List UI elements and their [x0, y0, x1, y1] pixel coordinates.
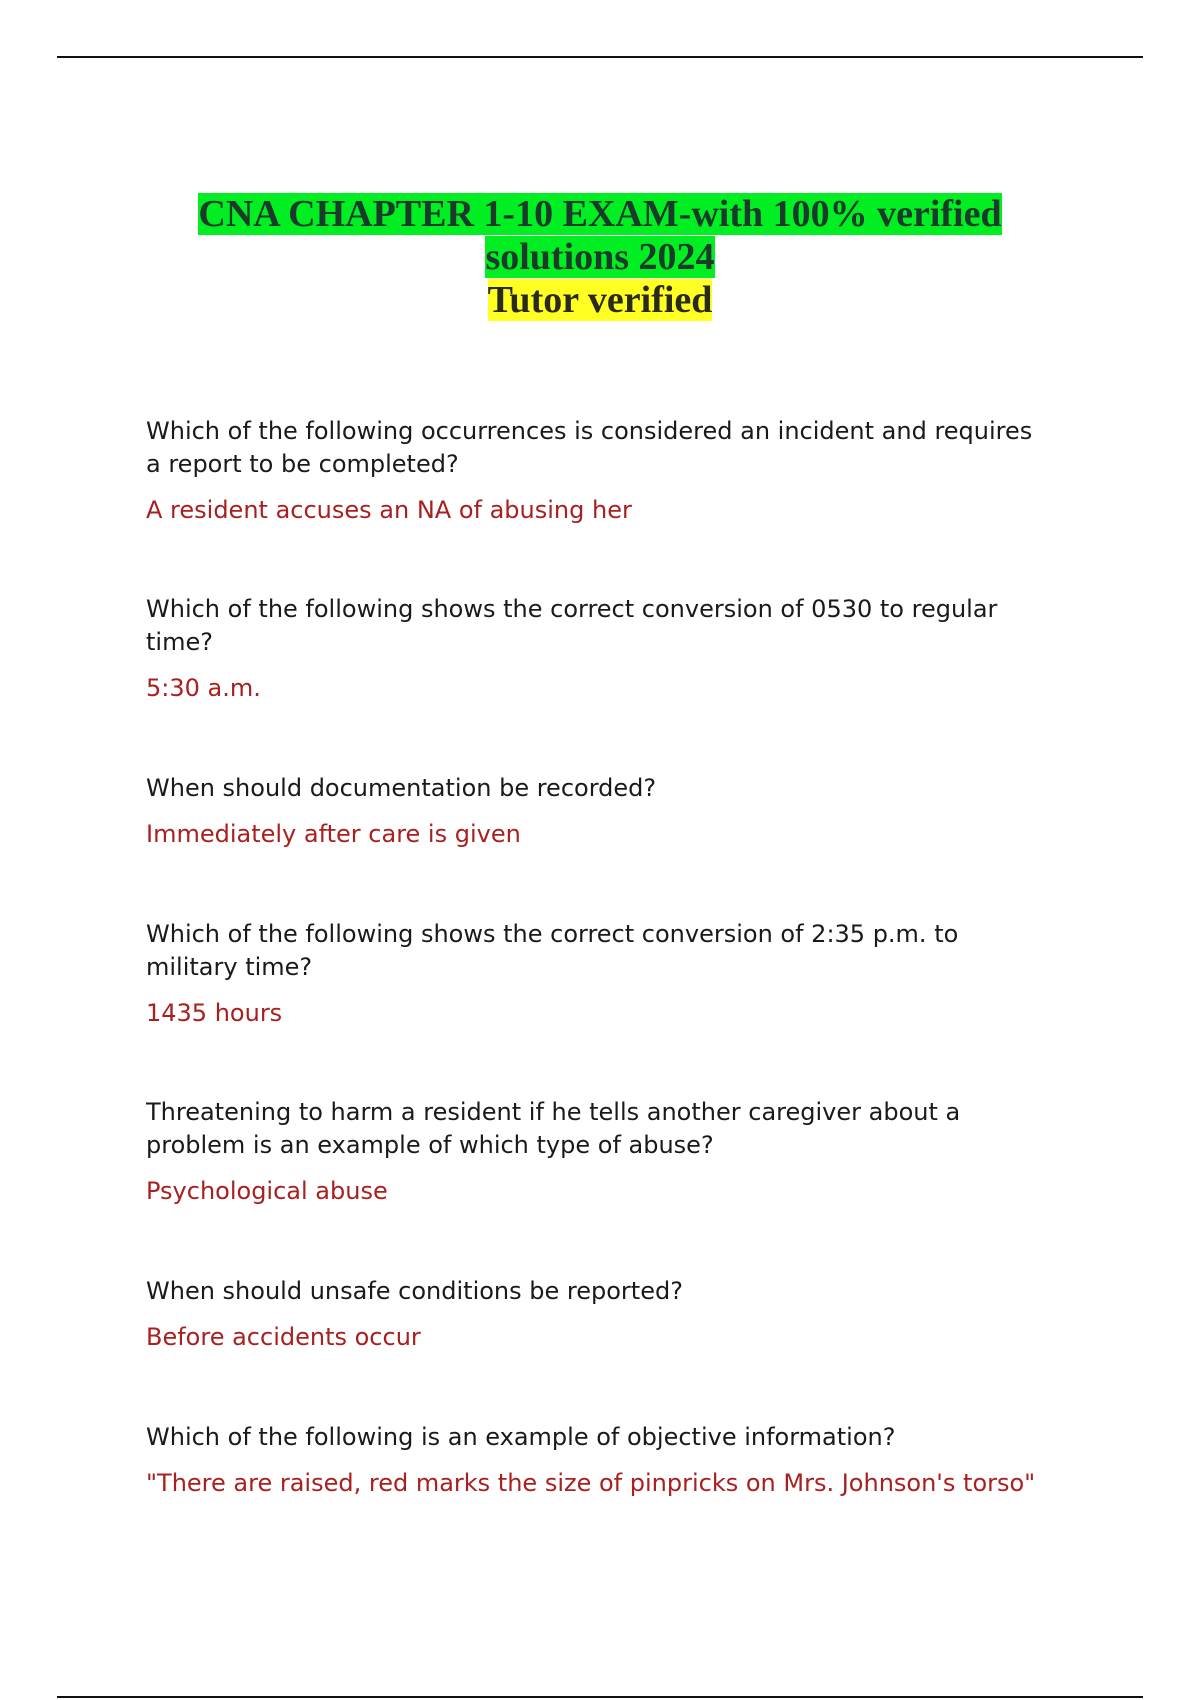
document-title [150, 193, 1050, 322]
question: When should unsafe conditions be reported? [146, 1277, 683, 1305]
question: Which of the following is an example of objective information? [146, 1423, 896, 1451]
answer: 5:30 a.m. [146, 674, 261, 702]
title-line-2: solutions 2024 [485, 236, 715, 278]
qa-item [146, 772, 1046, 849]
title-line-1: CNA CHAPTER 1-10 EXAM-with 100% verified [198, 193, 1002, 235]
question: When should documentation be recorded? [146, 774, 657, 802]
answer: Psychological abuse [146, 1177, 388, 1205]
answer: A resident accuses an NA of abusing her [146, 496, 632, 524]
answer: "There are raised, red marks the size of pinpricks on Mrs. Johnson's torso" [146, 1469, 1036, 1497]
qa-item [146, 1421, 1046, 1498]
answer: Immediately after care is given [146, 820, 521, 848]
question: Threatening to harm a resident if he tells another caregiver about a problem is an example of which type of abuse? [146, 1098, 961, 1159]
qa-item [146, 918, 1046, 1028]
qa-item [146, 415, 1046, 525]
footer-rule [57, 1696, 1143, 1698]
qa-item [146, 1275, 1046, 1352]
question: Which of the following shows the correct conversion of 2:35 p.m. to military time? [146, 920, 959, 981]
qa-item [146, 593, 1046, 703]
question: Which of the following occurrences is considered an incident and requires a report to be completed? [146, 417, 1033, 478]
answer: 1435 hours [146, 999, 283, 1027]
subtitle: Tutor verified [487, 279, 713, 321]
qa-item [146, 1096, 1046, 1206]
question: Which of the following shows the correct conversion of 0530 to regular time? [146, 595, 998, 656]
answer: Before accidents occur [146, 1323, 421, 1351]
header-rule [57, 56, 1143, 58]
